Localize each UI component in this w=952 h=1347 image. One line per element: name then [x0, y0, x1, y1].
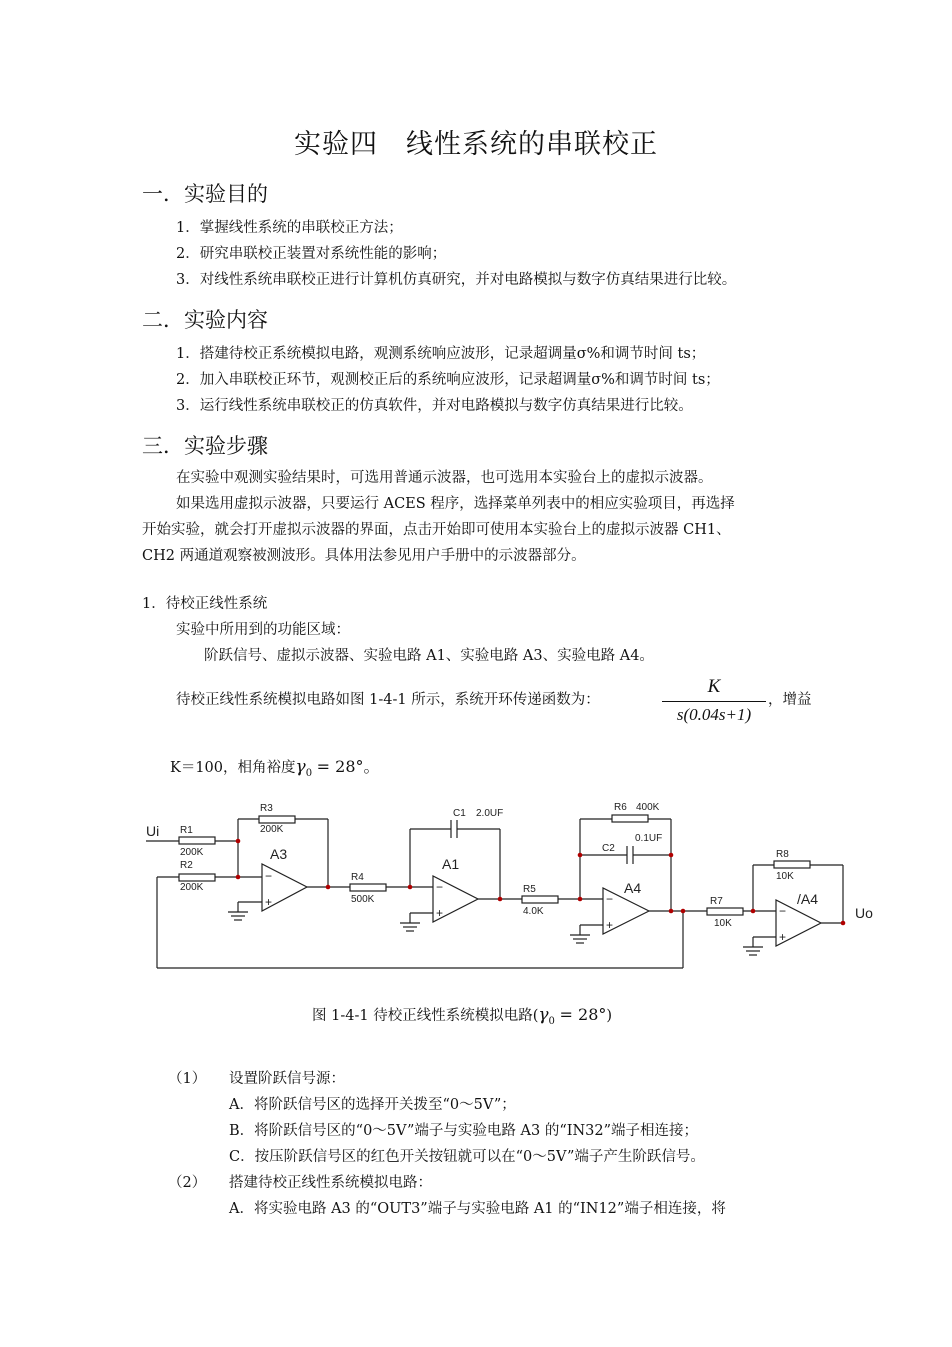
paragraph: 实验中所用到的功能区域：	[176, 622, 350, 638]
a4-plus: +	[606, 918, 614, 932]
a4b-plus: +	[779, 930, 787, 944]
a1-plus: +	[436, 906, 444, 920]
uo-label: Uo	[855, 905, 873, 921]
r5-label: R5	[523, 884, 536, 895]
gain-text: ，增益	[768, 692, 812, 708]
r2-value: 200K	[180, 882, 204, 893]
caption-prefix: 图 1-4-1 待校正线性系统模拟电路(	[312, 1008, 539, 1024]
r5-value: 4.0K	[523, 906, 544, 917]
a4b-minus: −	[779, 904, 787, 918]
a1-minus: −	[436, 880, 444, 894]
step-title: 搭建待校正线性系统模拟电路：	[229, 1175, 432, 1191]
list-item: 1．搭建待校正系统模拟电路，观测系统响应波形，记录超调量σ%和调节时间 ts；	[176, 346, 706, 362]
c2-label: C2	[602, 843, 615, 854]
r3-value: 200K	[260, 824, 284, 835]
list-item: 1．掌握线性系统的串联校正方法；	[176, 220, 403, 236]
a4b-label: /A4	[797, 891, 819, 907]
gain-prefix: K＝100，相角裕度	[170, 760, 296, 776]
r1-value: 200K	[180, 847, 204, 858]
c1-value: 2.0UF	[476, 808, 504, 819]
step-title: 设置阶跃信号源：	[229, 1071, 345, 1087]
list-item: 3．对线性系统串联校正进行计算机仿真研究，并对电路模拟与数字仿真结果进行比较。	[176, 272, 737, 288]
r8-label: R8	[776, 849, 789, 860]
list-item: 2．加入串联校正环节，观测校正后的系统响应波形，记录超调量σ%和调节时间 ts；	[176, 372, 720, 388]
step-item: B．将阶跃信号区的“0～5V”端子与实验电路 A3 的“IN32”端子相连接；	[229, 1123, 699, 1139]
list-item: 3．运行线性系统串联校正的仿真软件，并对电路模拟与数字仿真结果进行比较。	[176, 398, 693, 414]
c2-value: 0.1UF	[635, 833, 663, 844]
r7-value: 10K	[714, 918, 732, 929]
step-number: （1）	[168, 1071, 207, 1087]
a1-label: A1	[442, 856, 460, 872]
r2-label: R2	[180, 860, 193, 871]
caption-value: = 28°	[559, 1005, 607, 1024]
r6-value: 400K	[636, 802, 660, 813]
step-item: A．将阶跃信号区的选择开关拨至“0～5V”；	[229, 1097, 516, 1113]
a3-minus: −	[265, 869, 273, 883]
c1-label: C1	[453, 808, 466, 819]
paragraph: 在实验中观测实验结果时，可选用普通示波器，也可选用本实验台上的虚拟示波器。	[176, 470, 713, 486]
a4-minus: −	[606, 892, 614, 906]
r6-label: R6	[614, 802, 627, 813]
paragraph: 阶跃信号、虚拟示波器、实验电路 A1、实验电路 A3、实验电路 A4。	[204, 648, 654, 664]
list-item: 2．研究串联校正装置对系统性能的影响；	[176, 246, 447, 262]
caption-suffix: )	[606, 1008, 613, 1024]
gamma-value: = 28°。	[316, 757, 380, 776]
a4-label: A4	[624, 880, 642, 896]
caption-gamma: γ	[538, 1005, 549, 1025]
r3-label: R3	[260, 803, 273, 814]
a3-label: A3	[270, 846, 288, 862]
step-item: C．按压阶跃信号区的红色开关按钮就可以在“0～5V”端子产生阶跃信号。	[229, 1149, 705, 1165]
caption-gamma-subscript: 0	[548, 1015, 555, 1027]
tf-denominator: s(0.04s+1)	[676, 705, 752, 724]
step-number: （2）	[168, 1175, 207, 1191]
ui-label: Ui	[146, 823, 160, 839]
a3-plus: +	[265, 895, 273, 909]
page-title: 实验四 线性系统的串联校正	[294, 129, 658, 160]
r4-value: 500K	[351, 894, 375, 905]
transfer-function-text: 待校正线性系统模拟电路如图 1-4-1 所示，系统开环传递函数为：	[176, 692, 600, 708]
paragraph: 如果选用虚拟示波器，只要运行 ACES 程序，选择菜单列表中的相应实验项目，再选择	[176, 496, 735, 512]
gamma-subscript: 0	[305, 767, 313, 779]
step-item: A．将实验电路 A3 的“OUT3”端子与实验电路 A1 的“IN12”端子相连接，将	[229, 1201, 726, 1217]
r7-label: R7	[710, 896, 723, 907]
r8-value: 10K	[776, 871, 794, 882]
figure-caption	[312, 1006, 612, 1031]
gamma-symbol: γ	[295, 757, 306, 777]
paragraph: CH2 两通道观察被测波形。具体用法参见用户手册中的示波器部分。	[142, 548, 586, 564]
r4-label: R4	[351, 872, 364, 883]
section-heading-contents: 二．实验内容	[142, 308, 268, 332]
r1-label: R1	[180, 825, 193, 836]
section-heading-steps: 三．实验步骤	[142, 434, 268, 458]
tf-numerator: K	[707, 676, 721, 697]
subsection-heading: 1．待校正线性系统	[142, 596, 268, 612]
paragraph: 开始实验，就会打开虚拟示波器的界面，点击开始即可使用本实验台上的虚拟示波器 CH1、	[142, 522, 731, 538]
section-heading-objectives: 一．实验目的	[142, 182, 268, 206]
